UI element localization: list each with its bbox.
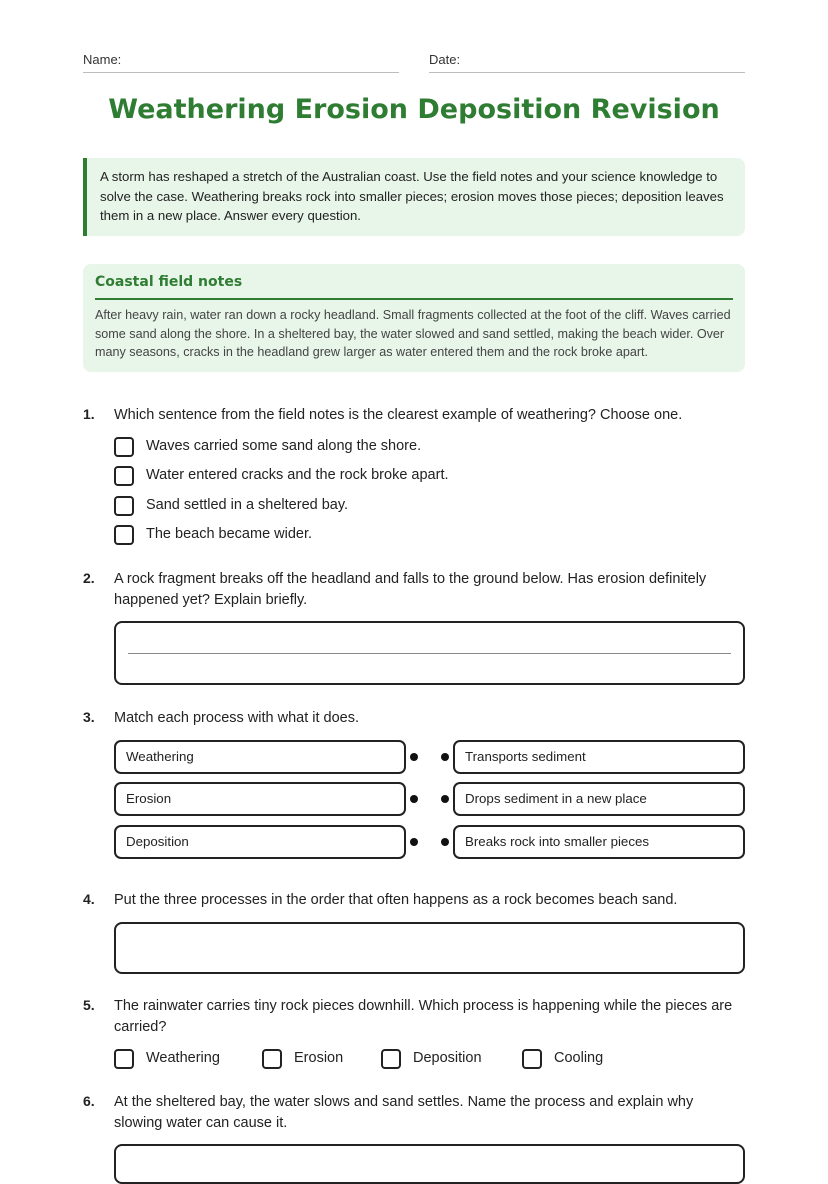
option-label: Sand settled in a sheltered bay. (146, 497, 349, 513)
answer-line (128, 653, 731, 654)
checkbox[interactable] (114, 1049, 134, 1069)
student-header (83, 52, 745, 74)
checkbox[interactable] (262, 1049, 282, 1069)
question-text: Put the three processes in the order that often happens as a rock becomes beach sand. (114, 892, 678, 908)
question-text: The rainwater carries tiny rock pieces downhill. Which process is happening while the pieces are carried? (114, 998, 733, 1035)
option-label: The beach became wider. (146, 526, 313, 542)
match-dot-right[interactable] (441, 753, 449, 761)
question-text: A rock fragment breaks off the headland and falls to the ground below. Has erosion definitely happened yet? Explain briefly. (114, 571, 707, 608)
option-label: Erosion (294, 1050, 344, 1066)
checkbox[interactable] (114, 496, 134, 516)
match-dot-right[interactable] (441, 795, 449, 803)
option-label: Deposition (413, 1050, 482, 1066)
match-dot-left[interactable] (410, 753, 418, 761)
answer-box[interactable] (114, 621, 745, 685)
field-notes-title: Coastal field notes (95, 274, 733, 300)
checkbox[interactable] (114, 466, 134, 486)
question-number: 2. (83, 570, 95, 586)
question-text: At the sheltered bay, the water slows and sand settles. Name the process and explain why slowing water can cause it. (114, 1094, 694, 1131)
question-text: Match each process with what it does. (114, 710, 360, 726)
option-label: Water entered cracks and the rock broke apart. (146, 467, 449, 483)
question-number: 5. (83, 997, 95, 1013)
checkbox[interactable] (522, 1049, 542, 1069)
date-field[interactable] (429, 52, 745, 73)
checkbox[interactable] (114, 525, 134, 545)
match-dot-left[interactable] (410, 795, 418, 803)
option-label: Weathering (146, 1050, 220, 1066)
worksheet-title: Weathering Erosion Deposition Revision (108, 94, 720, 125)
match-dot-left[interactable] (410, 838, 418, 846)
date-label: Date: (429, 52, 461, 67)
field-notes-panel (83, 264, 745, 372)
checkbox[interactable] (381, 1049, 401, 1069)
question-number: 1. (83, 406, 95, 422)
match-left-weathering[interactable]: Weathering (114, 740, 406, 774)
match-right-drops[interactable]: Drops sediment in a new place (453, 782, 745, 816)
match-dot-right[interactable] (441, 838, 449, 846)
question-number: 6. (83, 1093, 95, 1109)
question-text: Which sentence from the field notes is the clearest example of weathering? Choose one. (114, 407, 683, 423)
question-number: 3. (83, 709, 95, 725)
field-notes-body: After heavy rain, water ran down a rocky headland. Small fragments collected at the foot of the cliff. Waves carried some sand along the shore. In a sheltered bay, the water slowed and sand settled, making the beach wider. Over many seasons, cracks in the headland grew larger as water entered them and the rock broke apart. (95, 308, 731, 360)
checkbox[interactable] (114, 437, 134, 457)
match-left-deposition[interactable]: Deposition (114, 825, 406, 859)
option-label: Waves carried some sand along the shore. (146, 438, 422, 454)
match-left-erosion[interactable]: Erosion (114, 782, 406, 816)
name-label: Name: (83, 52, 122, 67)
option-label: Cooling (554, 1050, 604, 1066)
intro-callout: A storm has reshaped a stretch of the Australian coast. Use the field notes and your science knowledge to solve the case. Weathering breaks rock into smaller pieces; erosion moves those pieces; deposition leaves them in a new place. Answer every question. (83, 158, 745, 236)
answer-box[interactable] (114, 1144, 745, 1184)
match-right-breaks[interactable]: Breaks rock into smaller pieces (453, 825, 745, 859)
match-right-transports[interactable]: Transports sediment (453, 740, 745, 774)
question-number: 4. (83, 891, 95, 907)
name-field[interactable] (83, 52, 399, 73)
answer-box[interactable] (114, 922, 745, 974)
